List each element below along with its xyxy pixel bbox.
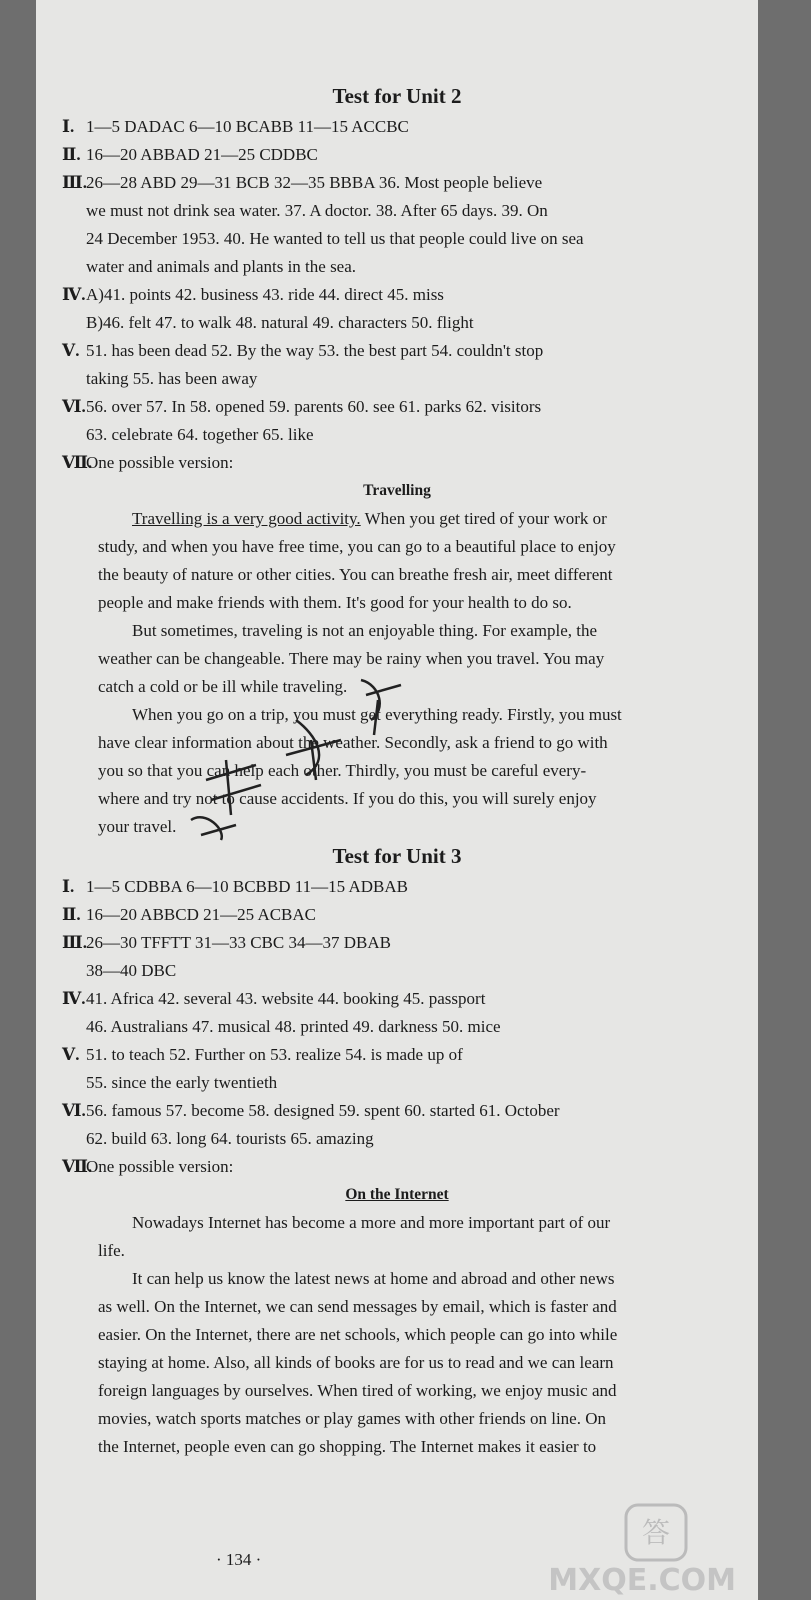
essay-line — [98, 564, 612, 586]
essay-text: When you get tired of your work or — [360, 509, 607, 528]
answer-text: One possible version: — [86, 1157, 234, 1176]
answer-line — [62, 988, 485, 1010]
essay-text: easier. On the Internet, there are net schools, which people can go into while — [98, 1325, 618, 1344]
essay-line — [98, 1380, 617, 1402]
section-number: Ⅴ. — [62, 1045, 80, 1064]
answer-text: 26—28 ABD 29—31 BCB 32—35 BBBA 36. Most people believe — [86, 173, 543, 192]
essay-text: study, and when you have free time, you can go to a beautiful place to enjoy — [98, 537, 616, 556]
answer-line — [86, 1072, 277, 1094]
answer-line — [62, 340, 543, 362]
essay-line — [98, 1352, 614, 1374]
answer-text: 1—5 DADAC 6—10 BCABB 11—15 ACCBC — [86, 117, 409, 136]
essay-title — [36, 480, 758, 502]
essay-text: But sometimes, traveling is not an enjoyable thing. For example, the — [132, 621, 598, 640]
answer-line — [86, 1016, 501, 1038]
answer-line — [62, 172, 542, 194]
answer-text: 51. has been dead 52. By the way 53. the best part 54. couldn't stop — [86, 341, 544, 360]
section-number: Ⅵ. — [62, 397, 86, 416]
svg-text:MXQE.COM: MXQE.COM — [548, 1563, 736, 1598]
essay-line — [132, 620, 597, 642]
answer-line — [86, 368, 257, 390]
answer-text: 1—5 CDBBA 6—10 BCBBD 11—15 ADBAB — [86, 877, 408, 896]
answer-text: A)41. points 42. business 43. ride 44. direct 45. miss — [86, 285, 444, 304]
section-number: Ⅰ. — [62, 877, 75, 896]
essay-text: Nowadays Internet has become a more and more important part of our — [132, 1213, 611, 1232]
answer-text: 38—40 DBC — [86, 961, 177, 980]
essay-title-text: Travelling — [363, 482, 431, 499]
answer-line — [62, 876, 408, 898]
answer-line — [62, 904, 316, 926]
essay-line — [132, 1212, 610, 1234]
answer-line — [62, 1156, 233, 1178]
essay-text: have clear information about the weather. Secondly, ask a friend to go with — [98, 733, 608, 752]
essay-line — [132, 1268, 614, 1290]
essay-text: your travel. — [98, 817, 177, 836]
unit-2-title: Test for Unit 2 — [332, 84, 462, 108]
essay-text: movies, watch sports matches or play games with other friends on line. On — [98, 1409, 606, 1428]
essay-text: staying at home. Also, all kinds of books are for us to read and we can learn — [98, 1353, 614, 1372]
answer-text: 56. over 57. In 58. opened 59. parents 60. see 61. parks 62. visitors — [86, 397, 542, 416]
answer-text: One possible version: — [86, 453, 234, 472]
section-number: Ⅳ. — [62, 285, 86, 304]
answer-line — [62, 932, 391, 954]
essay-line — [98, 592, 572, 614]
section-number: Ⅲ. — [62, 173, 87, 192]
answer-line — [62, 116, 409, 138]
essay-line — [132, 508, 607, 530]
underlined-topic-sentence: Travelling is a very good activity. — [132, 509, 361, 528]
essay-line — [98, 536, 616, 558]
document-page — [36, 0, 758, 1600]
answer-text: 62. build 63. long 64. tourists 65. amazing — [86, 1129, 374, 1148]
essay-line — [98, 1436, 596, 1458]
answer-text: 26—30 TFFTT 31—33 CBC 34—37 DBAB — [86, 933, 391, 952]
answer-text: 46. Australians 47. musical 48. printed 49. darkness 50. mice — [86, 1017, 501, 1036]
answer-text: 16—20 ABBCD 21—25 ACBAC — [86, 905, 317, 924]
answer-text: 55. since the early twentieth — [86, 1073, 278, 1092]
answer-text: 63. celebrate 64. together 65. like — [86, 425, 314, 444]
essay-text: catch a cold or be ill while traveling. — [98, 677, 348, 696]
answer-line — [86, 424, 314, 446]
essay-line — [98, 1408, 606, 1430]
essay-text: life. — [98, 1241, 125, 1260]
essay-text: as well. On the Internet, we can send messages by email, which is faster and — [98, 1297, 617, 1316]
answer-text: 51. to teach 52. Further on 53. realize 54. is made up of — [86, 1045, 463, 1064]
essay-text: where and try not to cause accidents. If you do this, you will surely enjoy — [98, 789, 597, 808]
section-number: Ⅳ. — [62, 989, 86, 1008]
section-number: Ⅱ. — [62, 145, 81, 164]
answer-line — [62, 284, 444, 306]
essay-title — [36, 1184, 758, 1206]
answer-line — [86, 960, 176, 982]
page-number: · 134 · — [216, 1550, 262, 1569]
essay-text: weather can be changeable. There may be rainy when you travel. You may — [98, 649, 605, 668]
answer-line — [86, 256, 356, 278]
essay-line — [98, 1324, 617, 1346]
answer-line — [86, 228, 584, 250]
answer-text: B)46. felt 47. to walk 48. natural 49. characters 50. flight — [86, 313, 474, 332]
essay-line — [98, 816, 176, 838]
answer-text: taking 55. has been away — [86, 369, 258, 388]
essay-text: It can help us know the latest news at home and abroad and other news — [132, 1269, 615, 1288]
essay-text: When you go on a trip, you must get everything ready. Firstly, you must — [132, 705, 622, 724]
section-number: Ⅲ. — [62, 933, 87, 952]
answer-text: water and animals and plants in the sea. — [86, 257, 357, 276]
handwritten-scribble — [166, 660, 416, 850]
section-number: Ⅴ. — [62, 341, 80, 360]
svg-text:答: 答 — [641, 1516, 671, 1549]
section-number: Ⅵ. — [62, 1101, 86, 1120]
essay-text: the Internet, people even can go shopping. The Internet makes it easier to — [98, 1437, 597, 1456]
answer-line — [62, 1044, 463, 1066]
section-number: Ⅱ. — [62, 905, 81, 924]
essay-text: the beauty of nature or other cities. You can breathe fresh air, meet different — [98, 565, 613, 584]
essay-line — [98, 1240, 125, 1262]
essay-text: foreign languages by ourselves. When tired of working, we enjoy music and — [98, 1381, 617, 1400]
essay-text: people and make friends with them. It's good for your health to do so. — [98, 593, 572, 612]
answer-text: 41. Africa 42. several 43. website 44. booking 45. passport — [86, 989, 486, 1008]
unit-3-title: Test for Unit 3 — [332, 844, 462, 868]
answer-line — [86, 1128, 374, 1150]
answer-text: 56. famous 57. become 58. designed 59. spent 60. started 61. October — [86, 1101, 560, 1120]
answer-line — [62, 144, 318, 166]
section-number: Ⅶ. — [62, 453, 93, 472]
essay-title-text: On the Internet — [345, 1186, 449, 1203]
site-watermark-logo — [456, 1500, 756, 1600]
answer-text: we must not drink sea water. 37. A doctor. 38. After 65 days. 39. On — [86, 201, 548, 220]
answer-line — [62, 452, 233, 474]
answer-line — [86, 312, 474, 334]
answer-line — [62, 396, 541, 418]
answer-line — [62, 1100, 560, 1122]
section-number: Ⅶ. — [62, 1157, 93, 1176]
answer-text: 24 December 1953. 40. He wanted to tell us that people could live on sea — [86, 229, 584, 248]
answer-text: 16—20 ABBAD 21—25 CDDBC — [86, 145, 318, 164]
essay-text: you so that you can help each other. Thirdly, you must be careful every- — [98, 761, 587, 780]
essay-line — [98, 1296, 617, 1318]
answer-line — [86, 200, 548, 222]
section-number: Ⅰ. — [62, 117, 75, 136]
